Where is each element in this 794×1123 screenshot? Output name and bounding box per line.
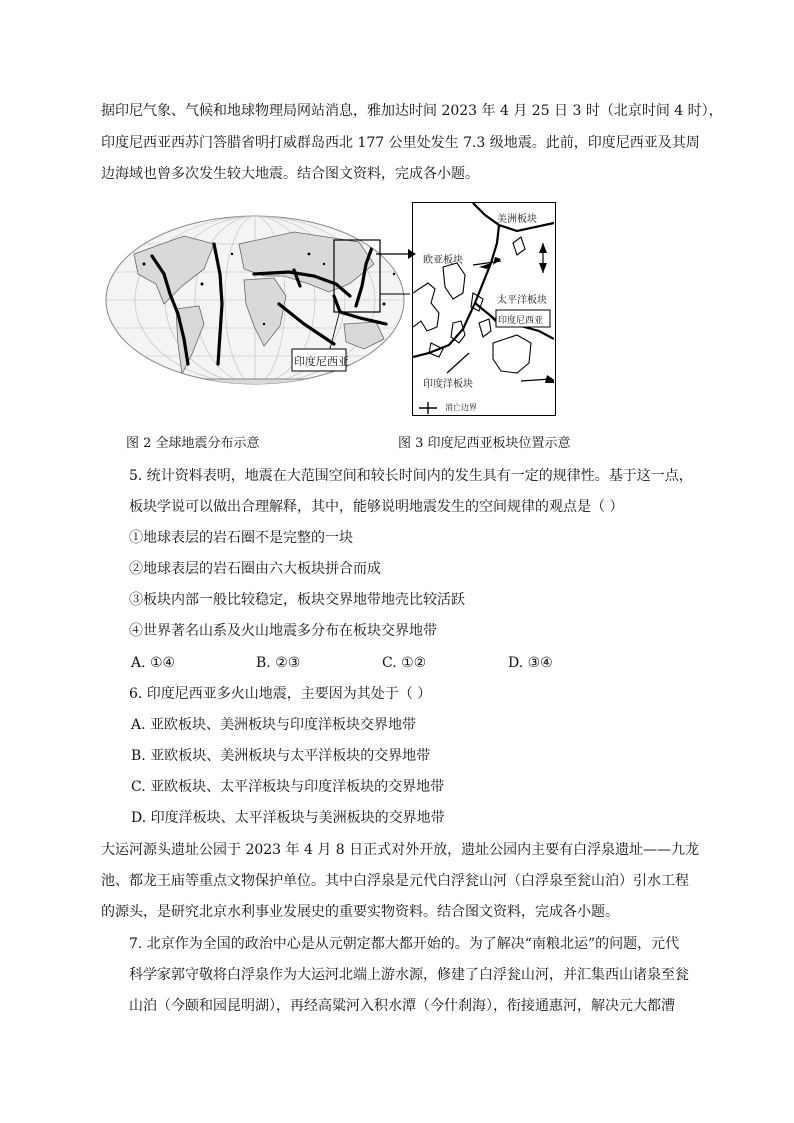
figure2-caption: 图 2 全球地震分布示意 (126, 436, 260, 451)
q7-line-3: 山泊（今颐和园昆明湖），再经高粱河入积水潭（今什刹海），衔接通惠河，解决元大都漕 (129, 998, 675, 1014)
passage1-line-3: 边海域也曾多次发生较大地震。结合图文资料，完成各小题。 (101, 166, 479, 182)
q6-option-c[interactable]: C. 亚欧板块、太平洋板块与印度洋板块的交界地带 (131, 779, 445, 795)
passage1-line-1: 据印尼气象、气候和地球物理局网站消息，雅加达时间 2023 年 4 月 25 日 3 时（北京时间 4 时）， (101, 103, 723, 119)
world-map-image (104, 214, 406, 386)
plate-label-pacific: 太平洋板块 (497, 295, 547, 306)
q5-option-c[interactable]: C. ①② (382, 655, 427, 671)
link-arrow-lower (380, 290, 414, 330)
q5-stem-line-2: 板块学说可以做出合理解释，其中，能够说明地震发生的空间规律的观点是（ ） (129, 499, 624, 515)
q6-option-d[interactable]: D. 印度洋板块、太平洋板块与美洲板块的交界地带 (131, 810, 445, 826)
world-earthquake-map (104, 214, 406, 386)
map-label-indonesia: 印度尼西亚 (294, 355, 349, 368)
q5-option-b[interactable]: B. ②③ (256, 655, 301, 671)
plate-label-eurasia: 欧亚板块 (423, 255, 463, 266)
plate-label-america: 美洲板块 (497, 214, 537, 225)
plate-label-indian: 印度洋板块 (423, 379, 473, 390)
q6-stem: 6. 印度尼西亚多火山地震，主要因为其处于（ ） (129, 686, 432, 702)
q5-statement-1: ①地球表层的岩石圈不是完整的一块 (129, 530, 353, 546)
figure3-caption: 图 3 印度尼西亚板块位置示意 (398, 436, 571, 451)
passage1-line-2: 印度尼西亚西苏门答腊省明打威群岛西北 177 公里处发生 7.3 级地震。此前，印度尼西亚及其周 (101, 135, 700, 151)
q7-line-2: 科学家郭守敬将白浮泉作为大运河北端上游水源，修建了白浮瓮山河，并汇集西山诸泉至瓮 (129, 967, 689, 983)
q5-option-d[interactable]: D. ③④ (508, 655, 553, 671)
q5-statement-3: ③板块内部一般比较稳定，板块交界地带地壳比较活跃 (129, 592, 465, 608)
plate-label-indonesia: 印度尼西亚 (498, 316, 544, 326)
passage2-line-3: 的源头，是研究北京水利事业发展史的重要实物资料。结合图文资料，完成各小题。 (101, 904, 619, 920)
q5-option-a[interactable]: A. ①④ (131, 655, 176, 671)
passage2-line-1: 大运河源头遗址公园于 2023 年 4 月 8 日正式对外开放，遗址公园内主要有白浮泉遗址——九龙 (101, 842, 700, 858)
legend-subduction-label: 消亡边界 (445, 403, 477, 412)
q5-statement-4: ④世界著名山系及火山地震多分布在板块交界地带 (129, 623, 437, 639)
plate-position-map (412, 202, 556, 416)
q5-statement-2: ②地球表层的岩石圈由六大板块拼合而成 (129, 561, 381, 577)
q6-option-a[interactable]: A. 亚欧板块、美洲板块与印度洋板块交界地带 (131, 717, 417, 733)
passage2-line-2: 池、都龙王庙等重点文物保护单位。其中白浮泉是元代白浮瓮山河（白浮泉至瓮山泊）引水工程 (101, 873, 689, 889)
q7-line-1: 7. 北京作为全国的政治中心是从元朝定都大都开始的。为了解决“南粮北运”的问题，元代 (129, 936, 680, 952)
q6-option-b[interactable]: B. 亚欧板块、美洲板块与太平洋板块的交界地带 (131, 748, 431, 764)
q5-stem-line-1: 5. 统计资料表明，地震在大范围空间和较长时间内的发生具有一定的规律性。基于这一点， (129, 468, 693, 484)
